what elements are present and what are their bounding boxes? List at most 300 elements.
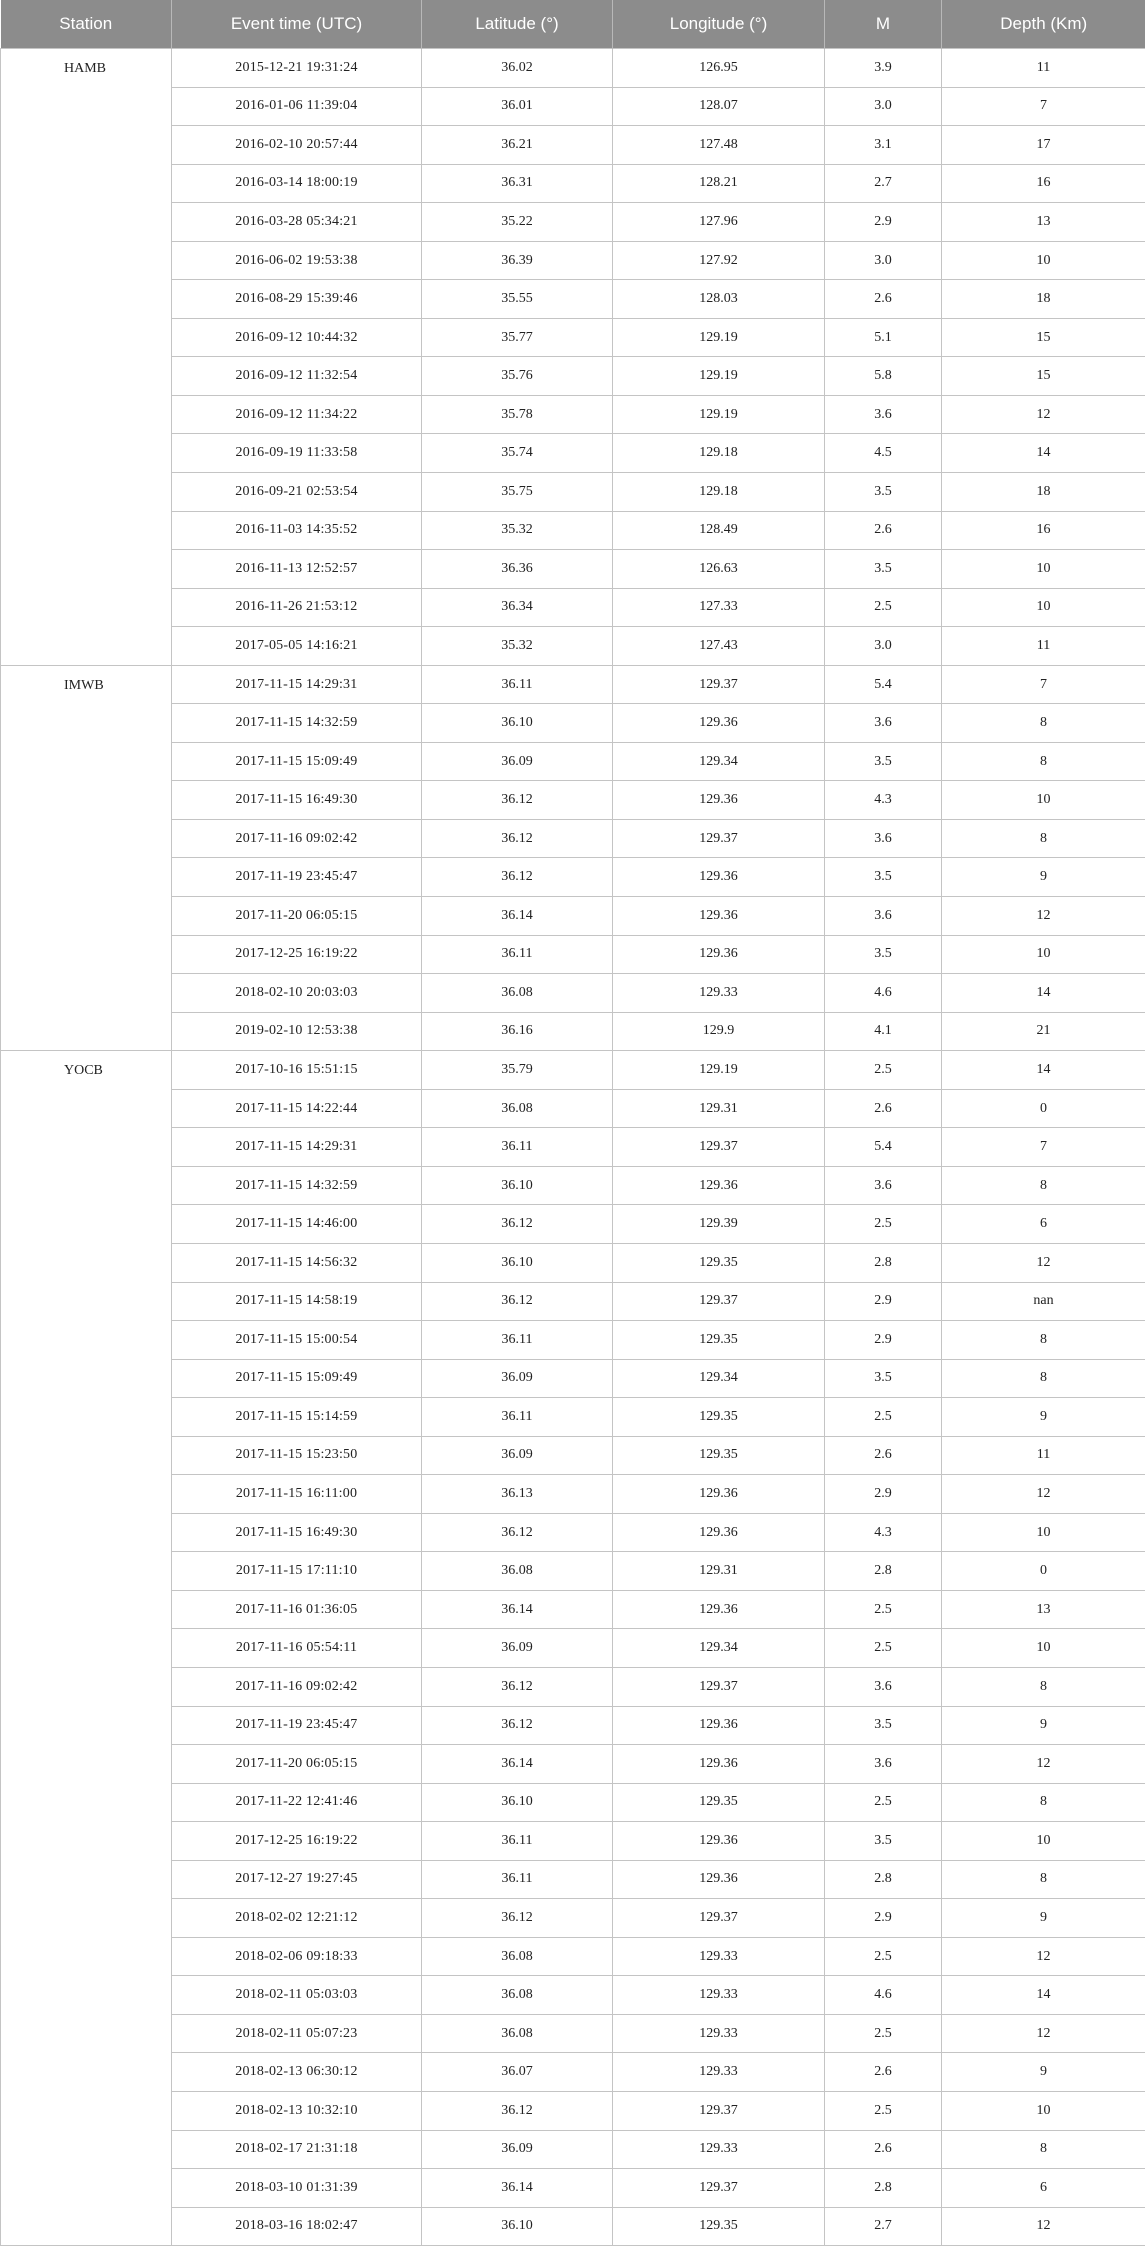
longitude-cell: 129.37 — [613, 819, 825, 858]
magnitude-cell: 2.6 — [825, 280, 942, 319]
magnitude-cell: 3.5 — [825, 550, 942, 589]
table-row — [1, 1976, 1145, 2015]
magnitude-cell: 2.5 — [825, 1590, 942, 1629]
depth-cell: 8 — [942, 704, 1145, 743]
event-time-cell: 2017-11-15 16:11:00 — [172, 1475, 422, 1514]
table-row — [1, 1243, 1145, 1282]
latitude-cell: 35.55 — [422, 280, 613, 319]
event-time-cell: 2016-11-03 14:35:52 — [172, 511, 422, 550]
depth-cell: 6 — [942, 2169, 1145, 2208]
latitude-cell: 36.12 — [422, 819, 613, 858]
latitude-cell: 35.74 — [422, 434, 613, 473]
longitude-cell: 129.37 — [613, 1899, 825, 1938]
longitude-cell: 129.34 — [613, 1629, 825, 1668]
table-row — [1, 1629, 1145, 1668]
depth-cell: 14 — [942, 974, 1145, 1013]
depth-cell: 14 — [942, 1976, 1145, 2015]
latitude-cell: 36.21 — [422, 126, 613, 165]
depth-cell: 13 — [942, 1590, 1145, 1629]
latitude-cell: 36.11 — [422, 665, 613, 704]
depth-cell: 7 — [942, 87, 1145, 126]
event-time-cell: 2016-06-02 19:53:38 — [172, 241, 422, 280]
magnitude-cell: 4.3 — [825, 1513, 942, 1552]
event-time-cell: 2018-02-13 06:30:12 — [172, 2053, 422, 2092]
event-time-cell: 2017-11-16 09:02:42 — [172, 1667, 422, 1706]
event-time-cell: 2017-12-27 19:27:45 — [172, 1860, 422, 1899]
table-row — [1, 2014, 1145, 2053]
longitude-cell: 126.95 — [613, 49, 825, 88]
latitude-cell: 35.32 — [422, 511, 613, 550]
depth-cell: 21 — [942, 1012, 1145, 1051]
magnitude-cell: 3.5 — [825, 742, 942, 781]
latitude-cell: 36.12 — [422, 1282, 613, 1321]
latitude-cell: 36.12 — [422, 858, 613, 897]
table-row — [1, 1590, 1145, 1629]
magnitude-cell: 2.9 — [825, 1475, 942, 1514]
latitude-cell: 36.09 — [422, 1629, 613, 1668]
latitude-cell: 35.76 — [422, 357, 613, 396]
latitude-cell: 36.12 — [422, 1899, 613, 1938]
event-time-cell: 2017-11-19 23:45:47 — [172, 858, 422, 897]
longitude-cell: 129.36 — [613, 858, 825, 897]
magnitude-cell: 2.8 — [825, 2169, 942, 2208]
latitude-cell: 36.11 — [422, 1128, 613, 1167]
longitude-cell: 128.21 — [613, 164, 825, 203]
longitude-cell: 129.36 — [613, 1166, 825, 1205]
latitude-cell: 36.14 — [422, 2169, 613, 2208]
table-row — [1, 87, 1145, 126]
longitude-cell: 129.39 — [613, 1205, 825, 1244]
depth-cell: 12 — [942, 1745, 1145, 1784]
depth-cell: 10 — [942, 588, 1145, 627]
magnitude-cell: 2.5 — [825, 588, 942, 627]
depth-cell: 8 — [942, 1667, 1145, 1706]
latitude-cell: 36.11 — [422, 1822, 613, 1861]
magnitude-cell: 5.4 — [825, 665, 942, 704]
event-time-cell: 2017-05-05 14:16:21 — [172, 627, 422, 666]
longitude-cell: 129.31 — [613, 1552, 825, 1591]
depth-cell: 12 — [942, 1475, 1145, 1514]
depth-cell: 11 — [942, 627, 1145, 666]
magnitude-cell: 2.5 — [825, 2014, 942, 2053]
longitude-cell: 129.35 — [613, 1243, 825, 1282]
longitude-cell: 129.33 — [613, 1937, 825, 1976]
header-latitude: Latitude (°) — [422, 0, 613, 49]
depth-cell: 10 — [942, 935, 1145, 974]
longitude-cell: 129.36 — [613, 1590, 825, 1629]
longitude-cell: 129.36 — [613, 1706, 825, 1745]
header-depth: Depth (Km) — [942, 0, 1145, 49]
table-row — [1, 318, 1145, 357]
magnitude-cell: 2.8 — [825, 1860, 942, 1899]
depth-cell: 12 — [942, 1243, 1145, 1282]
longitude-cell: 129.19 — [613, 395, 825, 434]
table-row — [1, 2053, 1145, 2092]
longitude-cell: 127.43 — [613, 627, 825, 666]
table-row — [1, 395, 1145, 434]
magnitude-cell: 2.6 — [825, 1089, 942, 1128]
longitude-cell: 129.33 — [613, 2014, 825, 2053]
latitude-cell: 36.09 — [422, 1436, 613, 1475]
header-magnitude: M — [825, 0, 942, 49]
longitude-cell: 129.37 — [613, 2169, 825, 2208]
magnitude-cell: 2.8 — [825, 1243, 942, 1282]
event-time-cell: 2017-12-25 16:19:22 — [172, 935, 422, 974]
magnitude-cell: 2.6 — [825, 511, 942, 550]
event-time-cell: 2016-09-19 11:33:58 — [172, 434, 422, 473]
event-time-cell: 2017-11-15 16:49:30 — [172, 781, 422, 820]
event-time-cell: 2017-11-15 15:23:50 — [172, 1436, 422, 1475]
latitude-cell: 36.14 — [422, 897, 613, 936]
longitude-cell: 129.36 — [613, 897, 825, 936]
table-row — [1, 1089, 1145, 1128]
depth-cell: 0 — [942, 1089, 1145, 1128]
longitude-cell: 129.19 — [613, 357, 825, 396]
table-row — [1, 550, 1145, 589]
magnitude-cell: 3.0 — [825, 241, 942, 280]
event-time-cell: 2017-11-15 15:09:49 — [172, 742, 422, 781]
longitude-cell: 129.35 — [613, 1436, 825, 1475]
longitude-cell: 127.96 — [613, 203, 825, 242]
magnitude-cell: 2.5 — [825, 1051, 942, 1090]
depth-cell: 9 — [942, 2053, 1145, 2092]
event-time-cell: 2017-11-15 15:00:54 — [172, 1321, 422, 1360]
magnitude-cell: 3.1 — [825, 126, 942, 165]
latitude-cell: 35.22 — [422, 203, 613, 242]
event-time-cell: 2016-01-06 11:39:04 — [172, 87, 422, 126]
table-row — [1, 588, 1145, 627]
longitude-cell: 129.19 — [613, 318, 825, 357]
longitude-cell: 129.18 — [613, 473, 825, 512]
event-time-cell: 2016-09-12 11:34:22 — [172, 395, 422, 434]
table-header-row — [1, 0, 1145, 49]
depth-cell: 8 — [942, 1860, 1145, 1899]
depth-cell: 7 — [942, 665, 1145, 704]
depth-cell: 14 — [942, 1051, 1145, 1090]
table-row — [1, 2091, 1145, 2130]
longitude-cell: 129.37 — [613, 2091, 825, 2130]
magnitude-cell: 4.5 — [825, 434, 942, 473]
depth-cell: 0 — [942, 1552, 1145, 1591]
magnitude-cell: 2.7 — [825, 2207, 942, 2246]
table-row — [1, 1552, 1145, 1591]
event-time-cell: 2017-11-15 14:29:31 — [172, 1128, 422, 1167]
event-time-cell: 2016-03-14 18:00:19 — [172, 164, 422, 203]
latitude-cell: 36.31 — [422, 164, 613, 203]
latitude-cell: 36.10 — [422, 1166, 613, 1205]
longitude-cell: 129.37 — [613, 1282, 825, 1321]
depth-cell: 12 — [942, 2207, 1145, 2246]
latitude-cell: 36.08 — [422, 1976, 613, 2015]
header-station: Station — [1, 0, 172, 49]
magnitude-cell: 5.4 — [825, 1128, 942, 1167]
table-row — [1, 473, 1145, 512]
longitude-cell: 129.37 — [613, 1128, 825, 1167]
latitude-cell: 36.08 — [422, 1089, 613, 1128]
event-time-cell: 2018-03-16 18:02:47 — [172, 2207, 422, 2246]
event-time-cell: 2018-03-10 01:31:39 — [172, 2169, 422, 2208]
depth-cell: 10 — [942, 1822, 1145, 1861]
event-time-cell: 2017-11-20 06:05:15 — [172, 897, 422, 936]
station-cell: HAMB — [1, 49, 172, 666]
magnitude-cell: 2.5 — [825, 1937, 942, 1976]
event-time-cell: 2017-11-15 14:29:31 — [172, 665, 422, 704]
magnitude-cell: 2.9 — [825, 1321, 942, 1360]
depth-cell: 9 — [942, 1899, 1145, 1938]
event-time-cell: 2016-11-13 12:52:57 — [172, 550, 422, 589]
longitude-cell: 127.92 — [613, 241, 825, 280]
latitude-cell: 36.14 — [422, 1590, 613, 1629]
longitude-cell: 129.35 — [613, 1321, 825, 1360]
latitude-cell: 36.01 — [422, 87, 613, 126]
longitude-cell: 129.18 — [613, 434, 825, 473]
magnitude-cell: 2.9 — [825, 1282, 942, 1321]
longitude-cell: 129.19 — [613, 1051, 825, 1090]
table-row — [1, 434, 1145, 473]
table-row — [1, 742, 1145, 781]
table-row — [1, 1398, 1145, 1437]
event-time-cell: 2016-11-26 21:53:12 — [172, 588, 422, 627]
depth-cell: 8 — [942, 1321, 1145, 1360]
table-row — [1, 819, 1145, 858]
depth-cell: 10 — [942, 1513, 1145, 1552]
event-time-cell: 2017-12-25 16:19:22 — [172, 1822, 422, 1861]
table-row — [1, 1475, 1145, 1514]
table-row — [1, 357, 1145, 396]
magnitude-cell: 4.6 — [825, 1976, 942, 2015]
table-row — [1, 1128, 1145, 1167]
latitude-cell: 36.02 — [422, 49, 613, 88]
magnitude-cell: 2.6 — [825, 1436, 942, 1475]
depth-cell: 17 — [942, 126, 1145, 165]
table-row — [1, 2169, 1145, 2208]
depth-cell: 11 — [942, 49, 1145, 88]
event-time-cell: 2017-11-15 14:56:32 — [172, 1243, 422, 1282]
magnitude-cell: 2.5 — [825, 1205, 942, 1244]
table-row — [1, 280, 1145, 319]
longitude-cell: 129.33 — [613, 2130, 825, 2169]
magnitude-cell: 3.6 — [825, 395, 942, 434]
depth-cell: 10 — [942, 2091, 1145, 2130]
longitude-cell: 128.49 — [613, 511, 825, 550]
latitude-cell: 36.14 — [422, 1745, 613, 1784]
magnitude-cell: 5.1 — [825, 318, 942, 357]
table-row — [1, 858, 1145, 897]
latitude-cell: 36.12 — [422, 2091, 613, 2130]
magnitude-cell: 3.5 — [825, 473, 942, 512]
longitude-cell: 128.03 — [613, 280, 825, 319]
latitude-cell: 36.13 — [422, 1475, 613, 1514]
depth-cell: 12 — [942, 395, 1145, 434]
station-cell: YOCB — [1, 1051, 172, 2246]
magnitude-cell: 3.0 — [825, 627, 942, 666]
table-row — [1, 1706, 1145, 1745]
magnitude-cell: 3.9 — [825, 49, 942, 88]
table-row — [1, 974, 1145, 1013]
magnitude-cell: 2.9 — [825, 1899, 942, 1938]
depth-cell: 8 — [942, 1166, 1145, 1205]
event-time-cell: 2018-02-17 21:31:18 — [172, 2130, 422, 2169]
table-row — [1, 704, 1145, 743]
magnitude-cell: 2.9 — [825, 203, 942, 242]
latitude-cell: 36.10 — [422, 1243, 613, 1282]
table-row — [1, 1745, 1145, 1784]
event-time-cell: 2017-11-16 01:36:05 — [172, 1590, 422, 1629]
latitude-cell: 36.08 — [422, 1552, 613, 1591]
longitude-cell: 129.34 — [613, 742, 825, 781]
longitude-cell: 129.35 — [613, 1783, 825, 1822]
depth-cell: 6 — [942, 1205, 1145, 1244]
event-time-cell: 2018-02-02 12:21:12 — [172, 1899, 422, 1938]
event-time-cell: 2018-02-11 05:03:03 — [172, 1976, 422, 2015]
magnitude-cell: 3.5 — [825, 1706, 942, 1745]
depth-cell: 8 — [942, 2130, 1145, 2169]
depth-cell: 9 — [942, 1398, 1145, 1437]
event-time-cell: 2016-09-12 11:32:54 — [172, 357, 422, 396]
event-time-cell: 2017-11-15 17:11:10 — [172, 1552, 422, 1591]
magnitude-cell: 3.0 — [825, 87, 942, 126]
table-row — [1, 1822, 1145, 1861]
event-time-cell: 2018-02-10 20:03:03 — [172, 974, 422, 1013]
event-time-cell: 2015-12-21 19:31:24 — [172, 49, 422, 88]
magnitude-cell: 2.6 — [825, 2130, 942, 2169]
event-time-cell: 2017-10-16 15:51:15 — [172, 1051, 422, 1090]
depth-cell: 16 — [942, 164, 1145, 203]
longitude-cell: 129.35 — [613, 2207, 825, 2246]
longitude-cell: 129.36 — [613, 1475, 825, 1514]
table-row — [1, 1937, 1145, 1976]
depth-cell: 9 — [942, 1706, 1145, 1745]
table-row — [1, 1012, 1145, 1051]
magnitude-cell: 4.3 — [825, 781, 942, 820]
latitude-cell: 36.10 — [422, 1783, 613, 1822]
longitude-cell: 129.36 — [613, 1513, 825, 1552]
depth-cell: 8 — [942, 819, 1145, 858]
longitude-cell: 129.36 — [613, 1822, 825, 1861]
depth-cell: 10 — [942, 1629, 1145, 1668]
depth-cell: 12 — [942, 1937, 1145, 1976]
magnitude-cell: 2.5 — [825, 1783, 942, 1822]
longitude-cell: 129.36 — [613, 1745, 825, 1784]
longitude-cell: 129.33 — [613, 1976, 825, 2015]
event-time-cell: 2019-02-10 12:53:38 — [172, 1012, 422, 1051]
table-row — [1, 897, 1145, 936]
longitude-cell: 129.36 — [613, 935, 825, 974]
depth-cell: 10 — [942, 550, 1145, 589]
longitude-cell: 129.31 — [613, 1089, 825, 1128]
longitude-cell: 129.36 — [613, 781, 825, 820]
depth-cell: 10 — [942, 781, 1145, 820]
table-row — [1, 203, 1145, 242]
latitude-cell: 35.79 — [422, 1051, 613, 1090]
table-row — [1, 1667, 1145, 1706]
event-time-cell: 2017-11-15 14:32:59 — [172, 1166, 422, 1205]
latitude-cell: 36.12 — [422, 1205, 613, 1244]
table-row — [1, 1513, 1145, 1552]
latitude-cell: 36.34 — [422, 588, 613, 627]
table-row — [1, 1205, 1145, 1244]
latitude-cell: 36.07 — [422, 2053, 613, 2092]
latitude-cell: 36.39 — [422, 241, 613, 280]
event-time-cell: 2017-11-22 12:41:46 — [172, 1783, 422, 1822]
latitude-cell: 36.16 — [422, 1012, 613, 1051]
depth-cell: 18 — [942, 473, 1145, 512]
depth-cell: 14 — [942, 434, 1145, 473]
event-time-cell: 2018-02-13 10:32:10 — [172, 2091, 422, 2130]
latitude-cell: 35.77 — [422, 318, 613, 357]
table-row — [1, 1899, 1145, 1938]
table-row — [1, 935, 1145, 974]
table-row — [1, 781, 1145, 820]
latitude-cell: 35.75 — [422, 473, 613, 512]
magnitude-cell: 3.6 — [825, 819, 942, 858]
header-event-time: Event time (UTC) — [172, 0, 422, 49]
event-time-cell: 2017-11-15 15:09:49 — [172, 1359, 422, 1398]
table-body — [1, 49, 1145, 2246]
depth-cell: 10 — [942, 241, 1145, 280]
event-time-cell: 2018-02-06 09:18:33 — [172, 1937, 422, 1976]
depth-cell: 12 — [942, 897, 1145, 936]
longitude-cell: 129.34 — [613, 1359, 825, 1398]
table-row — [1, 1783, 1145, 1822]
magnitude-cell: 3.6 — [825, 1166, 942, 1205]
latitude-cell: 36.12 — [422, 781, 613, 820]
latitude-cell: 36.09 — [422, 742, 613, 781]
magnitude-cell: 3.5 — [825, 1822, 942, 1861]
magnitude-cell: 3.5 — [825, 935, 942, 974]
event-time-cell: 2017-11-15 14:58:19 — [172, 1282, 422, 1321]
magnitude-cell: 2.5 — [825, 1629, 942, 1668]
magnitude-cell: 4.1 — [825, 1012, 942, 1051]
latitude-cell: 36.10 — [422, 704, 613, 743]
longitude-cell: 128.07 — [613, 87, 825, 126]
table-row — [1, 1282, 1145, 1321]
depth-cell: 8 — [942, 1359, 1145, 1398]
table-row — [1, 1860, 1145, 1899]
depth-cell: 11 — [942, 1436, 1145, 1475]
event-time-cell: 2016-09-12 10:44:32 — [172, 318, 422, 357]
latitude-cell: 36.11 — [422, 1321, 613, 1360]
magnitude-cell: 3.5 — [825, 1359, 942, 1398]
magnitude-cell: 3.5 — [825, 858, 942, 897]
magnitude-cell: 4.6 — [825, 974, 942, 1013]
longitude-cell: 127.33 — [613, 588, 825, 627]
longitude-cell: 129.36 — [613, 1860, 825, 1899]
event-time-cell: 2017-11-20 06:05:15 — [172, 1745, 422, 1784]
event-time-cell: 2017-11-16 09:02:42 — [172, 819, 422, 858]
magnitude-cell: 5.8 — [825, 357, 942, 396]
latitude-cell: 36.08 — [422, 2014, 613, 2053]
event-time-cell: 2017-11-19 23:45:47 — [172, 1706, 422, 1745]
latitude-cell: 36.10 — [422, 2207, 613, 2246]
latitude-cell: 36.12 — [422, 1706, 613, 1745]
event-time-cell: 2017-11-15 14:22:44 — [172, 1089, 422, 1128]
depth-cell: 18 — [942, 280, 1145, 319]
longitude-cell: 129.36 — [613, 704, 825, 743]
event-time-cell: 2017-11-15 16:49:30 — [172, 1513, 422, 1552]
header-longitude: Longitude (°) — [613, 0, 825, 49]
event-time-cell: 2017-11-15 14:32:59 — [172, 704, 422, 743]
event-time-cell: 2017-11-15 15:14:59 — [172, 1398, 422, 1437]
longitude-cell: 129.33 — [613, 974, 825, 1013]
magnitude-cell: 2.5 — [825, 2091, 942, 2130]
table-row — [1, 164, 1145, 203]
magnitude-cell: 3.6 — [825, 1667, 942, 1706]
table-row — [1, 511, 1145, 550]
station-cell: IMWB — [1, 665, 172, 1050]
depth-cell: nan — [942, 1282, 1145, 1321]
depth-cell: 8 — [942, 742, 1145, 781]
